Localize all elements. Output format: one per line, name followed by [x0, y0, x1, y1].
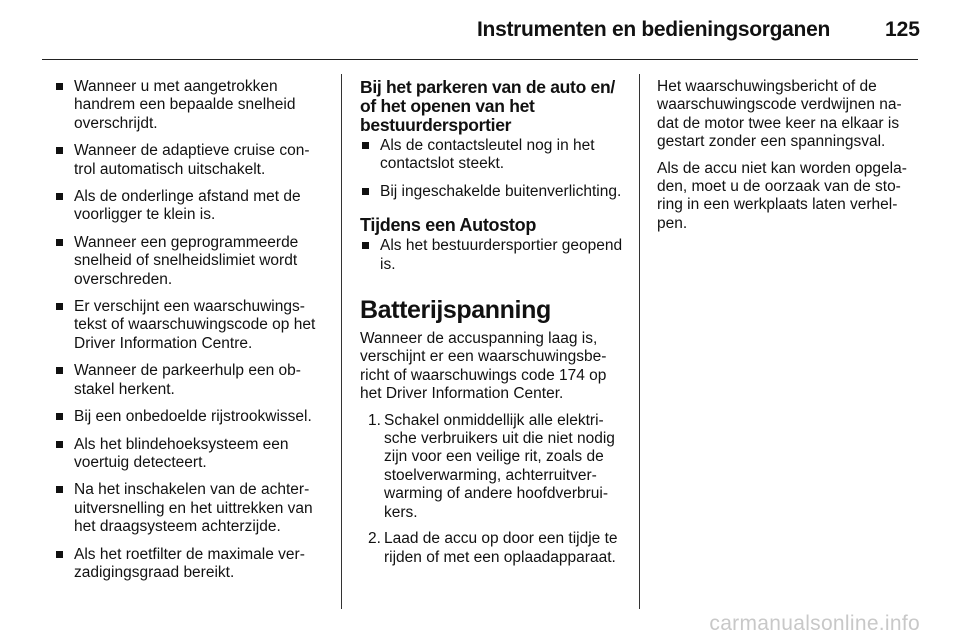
paragraph: Als de accu niet kan worden opgela- den, moet u de oorzaak van de sto- ring in een werkplaats laten verhel- pen. — [657, 159, 907, 232]
step-number: 1. — [368, 411, 381, 429]
list-item: Er verschijnt een waarschuwings- tekst of waarschuwingscode op het Driver Information Centre. — [54, 298, 330, 353]
list-item: Als de contactsleutel nog in het contactslot steekt. — [360, 137, 630, 174]
list-item: Als het bestuurdersportier geopend is. — [360, 237, 630, 274]
parking-list — [360, 137, 630, 201]
column-3 — [657, 78, 922, 241]
list-item: Als de onderlinge afstand met de voorligger te klein is. — [54, 188, 330, 225]
list-item: Wanneer u met aangetrokken handrem een bepaalde snelheid overschrijdt. — [54, 78, 330, 133]
warning-conditions-list — [54, 78, 330, 582]
column-2 — [360, 78, 630, 575]
heading-parking: Bij het parkeren van de auto en/ of het openen van het bestuurdersportier — [360, 77, 615, 135]
step-number: 2. — [368, 530, 381, 548]
column-divider-right — [639, 74, 640, 609]
watermark: carmanualsonline.info — [709, 612, 920, 635]
list-item: Wanneer de parkeerhulp een ob- stakel herkent. — [54, 362, 330, 399]
heading-autostop: Tijdens een Autostop — [360, 215, 537, 236]
heading-battery: Batterijspanning — [360, 296, 551, 325]
battery-steps — [360, 412, 630, 567]
battery-intro: Wanneer de accuspanning laag is, verschijnt er een waarschuwingsbe- richt of waarschuwings code 174 op het Driver Information Center. — [360, 330, 607, 403]
list-item: Bij ingeschakelde buitenverlichting. — [360, 183, 630, 201]
header-divider — [42, 59, 918, 60]
column-divider-left — [341, 74, 342, 609]
list-item — [360, 412, 630, 522]
list-item: Als het roetfilter de maximale ver- zadigingsgraad bereikt. — [54, 546, 330, 583]
list-item — [360, 530, 630, 567]
step-text: Laad de accu op door een tijdje te rijden of met een oplaadapparaat. — [384, 530, 618, 566]
list-item: Wanneer een geprogrammeerde snelheid of snelheidslimiet wordt overschreden. — [54, 234, 330, 289]
list-item: Als het blindehoeksysteem een voertuig detecteert. — [54, 436, 330, 473]
list-item: Bij een onbedoelde rijstrookwissel. — [54, 408, 330, 426]
page-number: 125 — [884, 18, 920, 41]
page-title: Instrumenten en bedieningsorganen — [477, 18, 830, 41]
list-item: Na het inschakelen van de achter- uitversnelling en het uittrekken van het draagsysteem achterzijde. — [54, 481, 330, 536]
list-item: Wanneer de adaptieve cruise con- trol automatisch uitschakelt. — [54, 142, 330, 179]
paragraph: Het waarschuwingsbericht of de waarschuwingscode verdwijnen na- dat de motor twee keer na elkaar is gestart zonder een spanningsval. — [657, 78, 902, 151]
step-text: Schakel onmiddellijk alle elektri- sche verbruikers uit die niet nodig zijn voor een veilige rit, zoals de stoelverwarming, achterruitver- warming of andere hoofdverbrui- kers. — [384, 411, 615, 521]
column-1 — [54, 78, 330, 591]
autostop-list — [360, 237, 630, 274]
